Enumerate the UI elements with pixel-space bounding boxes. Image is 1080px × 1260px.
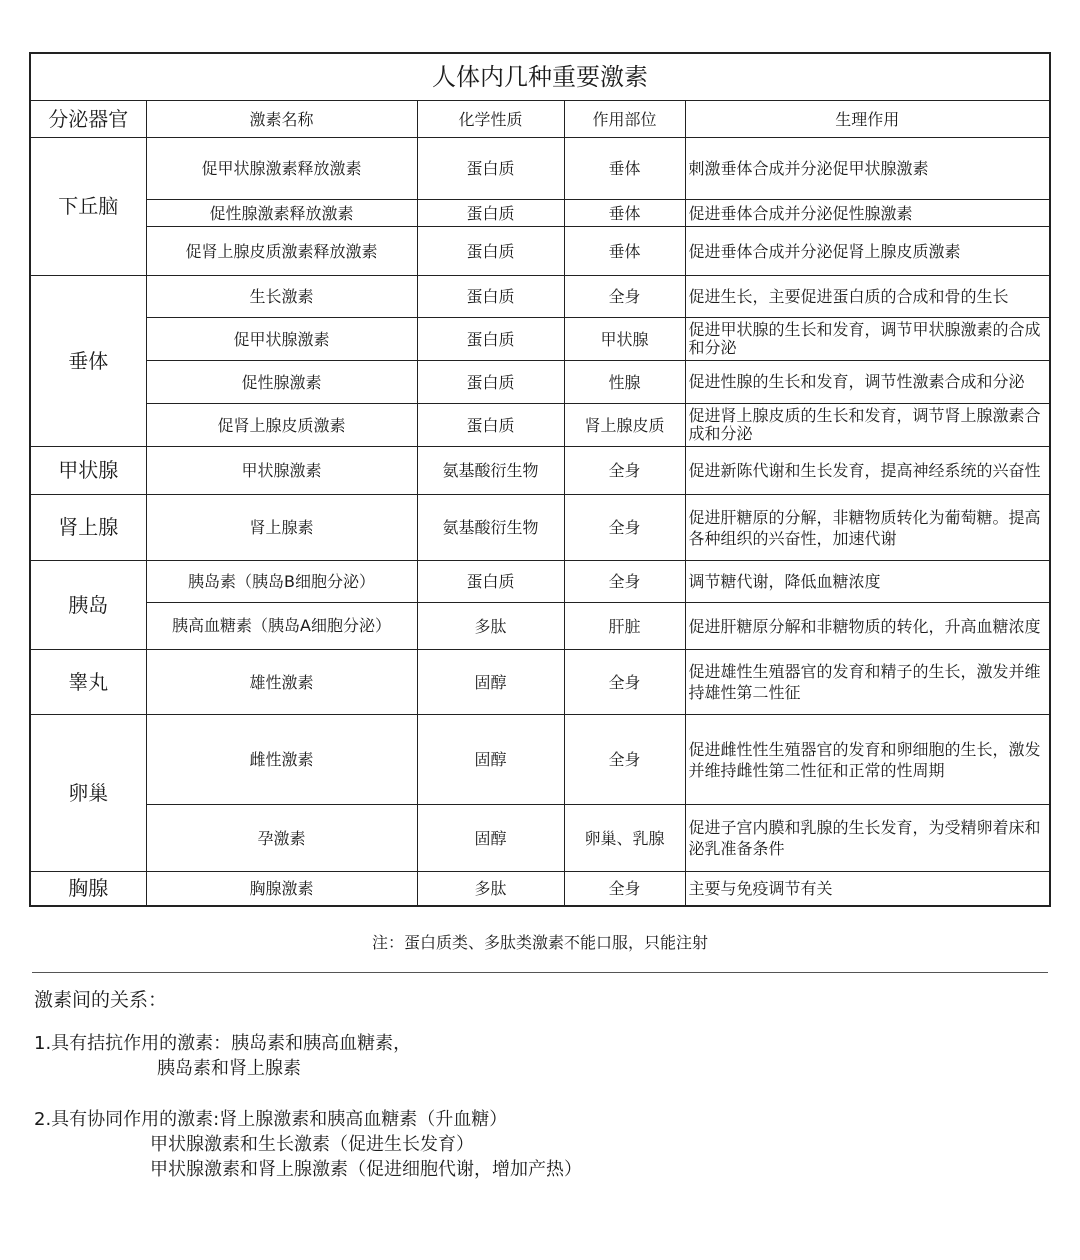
site-cell: 性腺 [564,361,685,404]
header-target-site: 作用部位 [564,101,685,138]
table-row [30,872,1050,906]
effect-cell: 促进子宫内膜和乳腺的生长发育，为受精卵着床和泌乳准备条件 [685,805,1050,872]
table-title: 人体内几种重要激素 [30,53,1050,101]
table-row [30,805,1050,872]
chemistry-cell: 固醇 [417,805,564,872]
hormone-name-cell: 促甲状腺激素释放激素 [146,138,417,200]
gland-cell: 睾丸 [30,650,146,715]
hormone-name-cell: 促性腺激素 [146,361,417,404]
site-cell: 垂体 [564,227,685,276]
chemistry-cell: 蛋白质 [417,200,564,227]
table-row [30,227,1050,276]
gland-cell: 卵巢 [30,715,146,872]
synergy-line-3: 甲状腺激素和肾上腺激素（促进细胞代谢，增加产热） [150,1159,582,1180]
chemistry-cell: 蛋白质 [417,561,564,603]
hormone-name-cell: 生长激素 [146,276,417,318]
table-row [30,495,1050,561]
site-cell: 全身 [564,561,685,603]
effect-cell: 促进肝糖原分解和非糖物质的转化，升高血糖浓度 [685,603,1050,650]
hormone-name-cell: 雄性激素 [146,650,417,715]
effect-cell: 促进新陈代谢和生长发育，提高神经系统的兴奋性 [685,447,1050,495]
effect-cell: 促进肝糖原的分解，非糖物质转化为葡萄糖。提高各种组织的兴奋性，加速代谢 [685,495,1050,561]
site-cell: 全身 [564,872,685,906]
table-row [30,650,1050,715]
table-note: 注：蛋白质类、多肽类激素不能口服，只能注射 [371,933,708,952]
table-row [30,561,1050,603]
relations-heading: 激素间的关系： [34,989,168,1011]
site-cell: 全身 [564,715,685,805]
antagonism-line-2: 胰岛素和肾上腺素 [157,1058,301,1079]
chemistry-cell: 蛋白质 [417,361,564,404]
header-gland: 分泌器官 [30,101,146,138]
hormone-name-cell: 雌性激素 [146,715,417,805]
gland-cell: 下丘脑 [30,138,146,276]
table-row [30,318,1050,361]
header-hormone-name: 激素名称 [146,101,417,138]
header-physiological-effect: 生理作用 [685,101,1050,138]
table-row [30,447,1050,495]
table-row [30,715,1050,805]
section-divider [32,972,1048,973]
hormone-name-cell: 胰高血糖素（胰岛A细胞分泌） [146,603,417,650]
hormone-name-cell: 促肾上腺皮质激素释放激素 [146,227,417,276]
chemistry-cell: 蛋白质 [417,276,564,318]
chemistry-cell: 多肽 [417,603,564,650]
site-cell: 垂体 [564,200,685,227]
hormone-name-cell: 促性腺激素释放激素 [146,200,417,227]
site-cell: 肝脏 [564,603,685,650]
synergy-line-1: 2.具有协同作用的激素:肾上腺激素和胰高血糖素（升血糖） [34,1109,508,1130]
effect-cell: 促进垂体合成并分泌促性腺激素 [685,200,1050,227]
gland-cell: 胰岛 [30,561,146,650]
table-row [30,200,1050,227]
chemistry-cell: 氨基酸衍生物 [417,447,564,495]
hormone-name-cell: 胸腺激素 [146,872,417,906]
effect-cell: 促进性腺的生长和发育，调节性激素合成和分泌 [685,361,1050,404]
site-cell: 全身 [564,276,685,318]
chemistry-cell: 蛋白质 [417,318,564,361]
site-cell: 甲状腺 [564,318,685,361]
gland-cell: 肾上腺 [30,495,146,561]
site-cell: 肾上腺皮质 [564,404,685,447]
chemistry-cell: 氨基酸衍生物 [417,495,564,561]
table-row [30,138,1050,200]
table-row [30,276,1050,318]
chemistry-cell: 蛋白质 [417,138,564,200]
chemistry-cell: 固醇 [417,650,564,715]
gland-cell: 胸腺 [30,872,146,906]
chemistry-cell: 多肽 [417,872,564,906]
hormone-name-cell: 促甲状腺激素 [146,318,417,361]
gland-cell: 甲状腺 [30,447,146,495]
table-row [30,404,1050,447]
hormone-name-cell: 胰岛素（胰岛B细胞分泌） [146,561,417,603]
site-cell: 全身 [564,447,685,495]
table-row [30,361,1050,404]
synergy-line-2: 甲状腺激素和生长激素（促进生长发育） [150,1134,474,1155]
effect-cell: 促进甲状腺的生长和发育，调节甲状腺激素的合成和分泌 [685,318,1050,361]
antagonism-line-1: 1.具有拮抗作用的激素：胰岛素和胰高血糖素， [34,1033,412,1054]
chemistry-cell: 蛋白质 [417,404,564,447]
chemistry-cell: 固醇 [417,715,564,805]
effect-cell: 促进雌性性生殖器官的发育和卵细胞的生长，激发并维持雌性第二性征和正常的性周期 [685,715,1050,805]
site-cell: 全身 [564,650,685,715]
effect-cell: 调节糖代谢，降低血糖浓度 [685,561,1050,603]
site-cell: 全身 [564,495,685,561]
effect-cell: 促进生长，主要促进蛋白质的合成和骨的生长 [685,276,1050,318]
effect-cell: 促进雄性生殖器官的发育和精子的生长，激发并维持雄性第二性征 [685,650,1050,715]
site-cell: 垂体 [564,138,685,200]
effect-cell: 刺激垂体合成并分泌促甲状腺激素 [685,138,1050,200]
effect-cell: 促进垂体合成并分泌促肾上腺皮质激素 [685,227,1050,276]
hormone-table [29,52,1051,907]
header-chemistry: 化学性质 [417,101,564,138]
site-cell: 卵巢、乳腺 [564,805,685,872]
hormone-name-cell: 肾上腺素 [146,495,417,561]
table-row [30,603,1050,650]
hormone-name-cell: 甲状腺激素 [146,447,417,495]
gland-cell: 垂体 [30,276,146,447]
hormone-name-cell: 孕激素 [146,805,417,872]
hormone-name-cell: 促肾上腺皮质激素 [146,404,417,447]
effect-cell: 主要与免疫调节有关 [685,872,1050,906]
effect-cell: 促进肾上腺皮质的生长和发育，调节肾上腺激素合成和分泌 [685,404,1050,447]
chemistry-cell: 蛋白质 [417,227,564,276]
